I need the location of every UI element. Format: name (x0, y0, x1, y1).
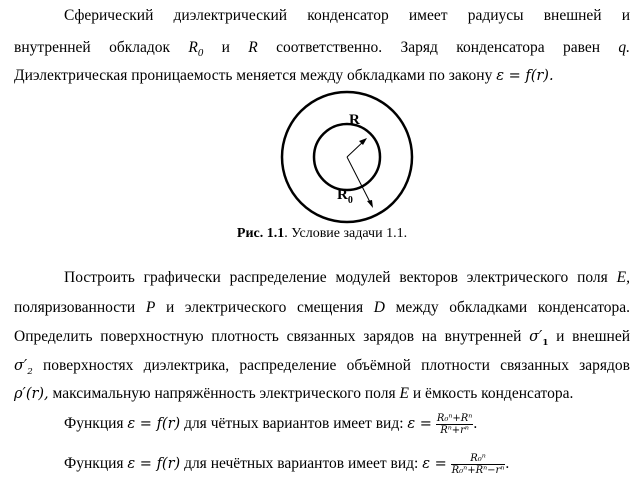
arrowhead (367, 200, 373, 208)
text: и ёмкость конденсатора. (412, 385, 574, 402)
text: . (505, 455, 510, 472)
task-line-1 (64, 268, 630, 288)
symbol-r: R (248, 39, 258, 56)
label-r: R (349, 112, 360, 128)
text: соответственно. (276, 39, 383, 56)
text: поверхностях диэлектрика, распределение объёмной плотности связанных зарядов (42, 357, 630, 374)
task-line-4 (14, 356, 630, 382)
text: равен (562, 39, 601, 56)
text: максимальную напряжённость электрического поля (52, 385, 396, 402)
symbol-e: E (399, 385, 409, 402)
symbol-e: E, (616, 269, 631, 286)
permittivity-law: ε = f(r) (127, 416, 181, 432)
text: поляризованности (14, 299, 136, 316)
text: для чётных вариантов имеет вид: (184, 415, 404, 432)
task-line-3 (14, 327, 630, 353)
even-formula-fraction (436, 413, 474, 436)
task-line-2 (14, 298, 630, 318)
symbol-p: P (145, 299, 156, 316)
text: Построить графически распределение модулей векторов электрического поля (64, 269, 608, 286)
word: радиусы (467, 7, 524, 24)
symbol-sigma-1: $\sigma'_1$ (529, 329, 549, 348)
word: конденсатор (307, 7, 389, 24)
text: Функция (64, 415, 124, 432)
word: диэлектрический (173, 7, 288, 24)
text: между обкладками конденсатора. (395, 299, 631, 316)
symbol-q: q. (618, 39, 631, 56)
permittivity-law: ε = f(r) (127, 456, 181, 472)
text: и (221, 39, 230, 56)
epsilon-equals: ε = (407, 416, 432, 432)
caption-label: Рис. 1.1 (236, 226, 285, 241)
text: Определить поверхностную плотность связанных зарядов на внутренней (14, 328, 522, 345)
label-r0: $R_0$ (337, 187, 353, 206)
text: для нечётных вариантов имеет вид: (184, 455, 419, 472)
text: и внешней (556, 328, 631, 345)
word: Сферический (64, 7, 154, 24)
text: . (473, 415, 478, 432)
word: имеет (408, 7, 448, 24)
fraction-numerator: R₀ⁿ (451, 453, 506, 465)
text: Заряд (400, 39, 438, 56)
word: внешней (543, 7, 602, 24)
function-even-line (64, 412, 630, 436)
symbol-rho: ρ′(r), (14, 386, 49, 402)
task-line-5 (14, 384, 630, 404)
figure-caption (0, 226, 644, 242)
text: Функция (64, 455, 124, 472)
odd-formula-fraction (451, 453, 506, 476)
function-odd-line (64, 452, 630, 476)
symbol-r0: $R_0$ (188, 39, 204, 60)
fraction-denominator: Rⁿ+rⁿ (440, 424, 469, 436)
symbol-d: D (373, 299, 385, 316)
text: и электрического смещения (165, 299, 364, 316)
text: Диэлектрическая проницаемость меняется между обкладками по закону (14, 67, 493, 84)
fraction-numerator: R₀ⁿ+Rⁿ (436, 412, 473, 424)
symbol-sigma-2: $\sigma'_2$ (14, 358, 33, 377)
fraction-denominator: R₀ⁿ+Rⁿ−rⁿ (451, 464, 505, 476)
text: конденсатора (456, 39, 545, 56)
epsilon-equals: ε = (422, 456, 447, 472)
text: внутренней обкладок (14, 39, 171, 56)
caption-text: . Условие задачи 1.1. (284, 226, 408, 241)
word: и (621, 7, 631, 24)
permittivity-law: ε = f(r). (496, 68, 554, 84)
